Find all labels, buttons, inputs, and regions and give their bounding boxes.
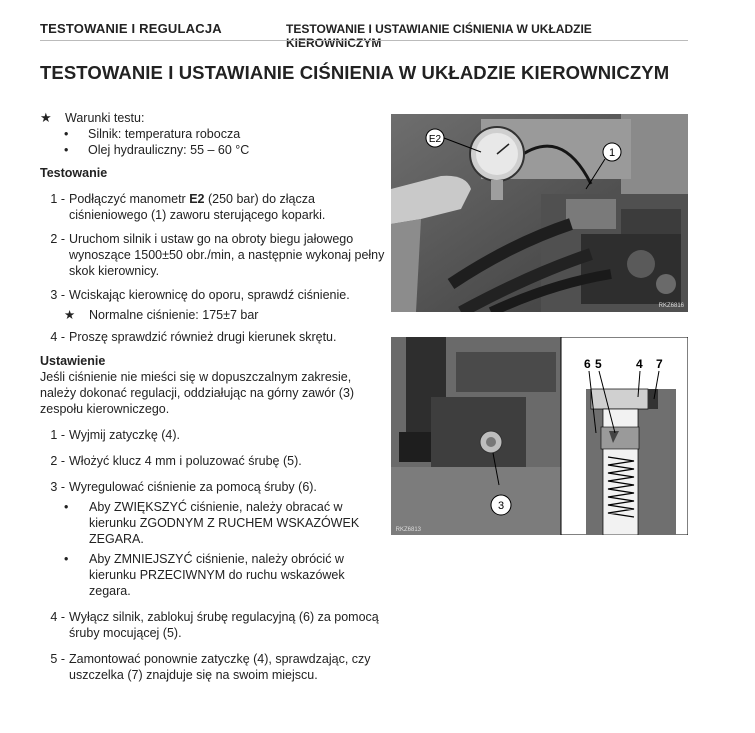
testing-step-3 <box>40 287 385 303</box>
step-text: Podłączyć manometr E2 (250 bar) do złącza ciśnieniowego (1) zaworu sterującego koparki. <box>69 192 326 222</box>
valve-callout-label: 3 <box>497 500 505 512</box>
list-item: • Silnik: temperatura robocza <box>64 127 241 141</box>
step-text: Wyłącz silnik, zablokuj śrubę regulacyjną (6) za pomocą śruby mocującej (5). <box>69 610 379 640</box>
adjusting-heading: Ustawienie <box>40 354 106 368</box>
note-text: Normalne ciśnienie: 175±7 bar <box>89 308 259 322</box>
step-number: 4 - <box>50 610 65 624</box>
step-text: Wciskając kierownicę do oporu, sprawdź ciśnienie. <box>69 288 350 302</box>
testing-step-1 <box>40 191 385 223</box>
figure-code: RKZ6816 <box>658 303 684 309</box>
star-icon: ★ <box>64 308 76 322</box>
header-section-title: TESTOWANIE I REGULACJA <box>40 21 222 36</box>
step-number: 2 - <box>50 232 65 246</box>
sub-text: Aby ZWIĘKSZYĆ ciśnienie, należy obracać w kierunku ZGODNYM Z RUCHEM WSKAZÓWEK ZEGARA. <box>89 500 360 546</box>
star-icon: ★ <box>40 110 52 125</box>
step-number: 2 - <box>50 454 65 468</box>
adjusting-intro: Jeśli ciśnienie nie mieści się w dopuszczalnym zakresie, należy dokonać regulacji, oddziałując na górny zawór (3) zespołu kierowniczego. <box>40 370 355 416</box>
section-label-6: 6 <box>584 357 591 371</box>
step-text: Uruchom silnik i ustaw go na obroty biegu jałowego wynoszące 1500±50 obr./min, a następnie wykonaj pełny skok kierownicy. <box>69 232 385 278</box>
list-item: • Aby ZWIĘKSZYĆ ciśnienie, należy obracać w kierunku ZGODNYM Z RUCHEM WSKAZÓWEK ZEGARA. <box>40 499 385 547</box>
body-text <box>40 110 385 683</box>
condition-text: Silnik: temperatura robocza <box>88 127 241 141</box>
step-text: Proszę sprawdzić również drugi kierunek skrętu. <box>69 330 337 344</box>
step-text: Wyregulować ciśnienie za pomocą śruby (6). <box>69 480 317 494</box>
list-item: • Olej hydrauliczny: 55 – 60 °C <box>64 143 250 157</box>
step-number: 1 - <box>50 192 65 206</box>
adjusting-step-4 <box>40 609 385 641</box>
header-page-title: TESTOWANIE I USTAWIANIE CIŚNIENIA W UKŁADZIE KIEROWNICZYM <box>286 22 592 50</box>
step-text: Wyjmij zatyczkę (4). <box>69 428 181 442</box>
conditions-label: Warunki testu: <box>65 111 145 125</box>
sub-text: Aby ZMNIEJSZYĆ ciśnienie, należy obrócić w kierunku PRZECIWNYM do ruchu wskazówek zegara. <box>89 552 345 598</box>
header-divider <box>40 40 688 41</box>
step-text: Włożyć klucz 4 mm i poluzować śrubę (5). <box>69 454 302 468</box>
condition-text: Olej hydrauliczny: 55 – 60 °C <box>88 143 250 157</box>
section-label-7: 7 <box>656 357 663 371</box>
step-number: 3 - <box>50 288 65 302</box>
testing-step-4 <box>40 329 385 345</box>
adjusting-step-2 <box>40 453 385 469</box>
connector-callout-label: 1 <box>608 147 616 159</box>
adjusting-step-3 <box>40 479 385 495</box>
step-number: 1 - <box>50 428 65 442</box>
conditions-block <box>40 110 385 126</box>
testing-step-3-note <box>40 307 385 323</box>
adjusting-step-5 <box>40 651 385 683</box>
testing-heading: Testowanie <box>40 166 108 180</box>
gauge-callout-label: E2 <box>428 134 442 145</box>
figure-valve-photo <box>391 337 688 535</box>
figure-code: RKZ6813 <box>395 527 421 533</box>
step-number: 5 - <box>50 652 65 666</box>
step-text: Zamontować ponownie zatyczkę (4), sprawdzając, czy uszczelka (7) znajduje się na swoim miejscu. <box>69 652 371 682</box>
testing-step-2 <box>40 231 385 279</box>
adjusting-step-1 <box>40 427 385 443</box>
list-item: • Aby ZMNIEJSZYĆ ciśnienie, należy obrócić w kierunku PRZECIWNYM do ruchu wskazówek zegara. <box>40 551 385 599</box>
section-label-5: 5 <box>595 357 602 371</box>
section-label-4: 4 <box>636 357 643 371</box>
step-number: 4 - <box>50 330 65 344</box>
page-title: TESTOWANIE I USTAWIANIE CIŚNIENIA W UKŁADZIE KIEROWNICZYM <box>40 62 670 83</box>
figure-gauge-photo <box>391 114 688 312</box>
step-number: 3 - <box>50 480 65 494</box>
